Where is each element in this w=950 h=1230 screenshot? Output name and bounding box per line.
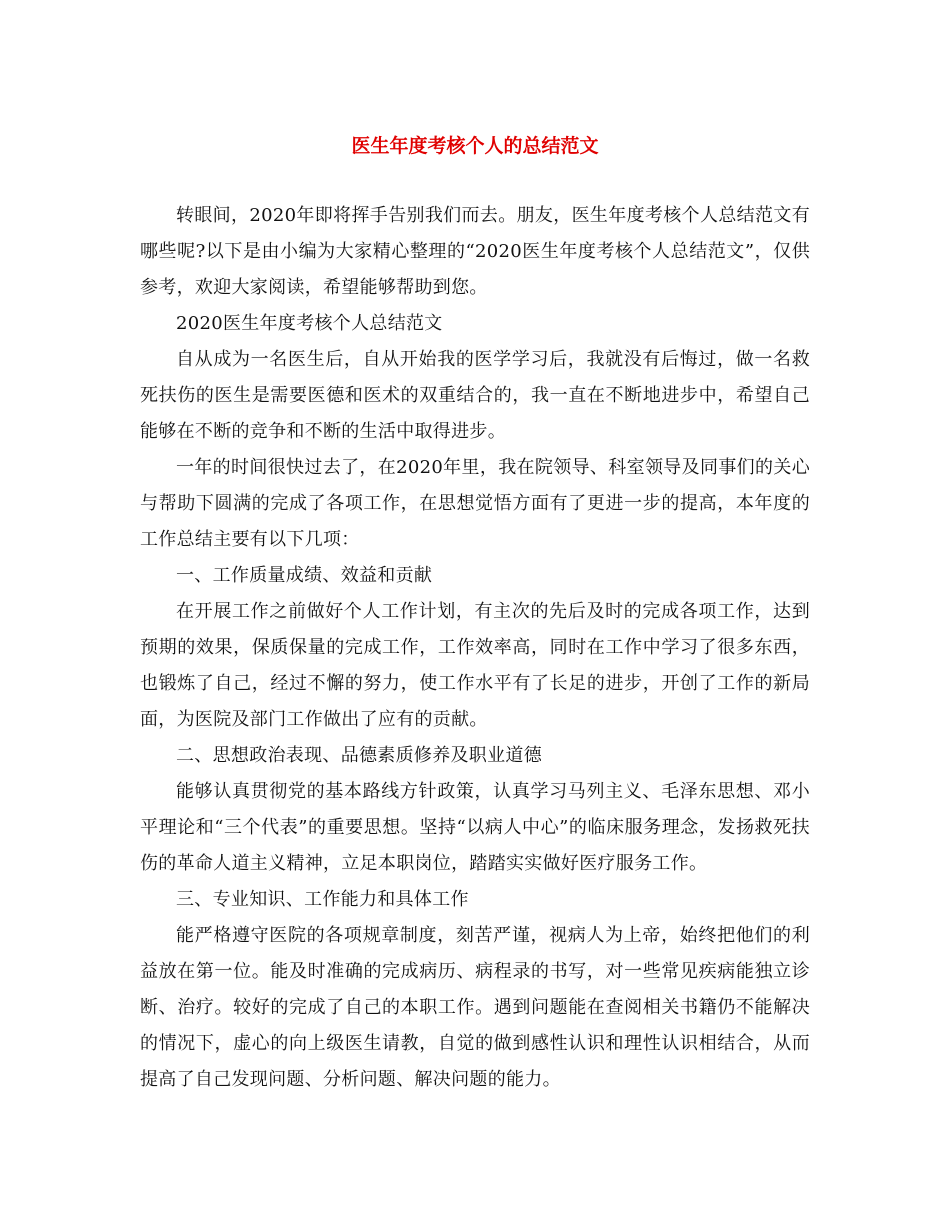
paragraph-intro: 转眼间，2020年即将挥手告别我们而去。朋友，医生年度考核个人总结范文有哪些呢?以下是由小编为大家精心整理的“2020医生年度考核个人总结范文”，仅供参考，欢迎大家阅读，希望能够帮助到您。 xyxy=(140,205,810,298)
section-heading-2: 二、思想政治表现、品德素质修养及职业道德 xyxy=(176,745,542,766)
paragraph-career: 自从成为一名医生后，自从开始我的医学学习后，我就没有后悔过，做一名救死扶伤的医生是需要医德和医术的双重结合的，我一直在不断地进步中，希望自己能够在不断的竞争和不断的生活中取得进步。 xyxy=(140,349,810,442)
document-page xyxy=(140,128,810,1098)
section-body-3: 能严格遵守医院的各项规章制度，刻苦严谨，视病人为上帝，始终把他们的利益放在第一位。能及时准确的完成病历、病程录的书写，对一些常见疾病能独立诊断、治疗。较好的完成了自己的本职工作。遇到问题能在查阅相关书籍仍不能解决的情况下，虚心的向上级医生请教，自觉的做到感性认识和理性认识相结合，从而提高了自己发现问题、分析问题、解决问题的能力。 xyxy=(140,925,810,1090)
document-title: 医生年度考核个人的总结范文 xyxy=(351,135,599,157)
paragraph-year-review: 一年的时间很快过去了，在2020年里，我在院领导、科室领导及同事们的关心与帮助下圆满的完成了各项工作，在思想觉悟方面有了更进一步的提高，本年度的工作总结主要有以下几项： xyxy=(140,457,810,550)
section-heading-1: 一、工作质量成绩、效益和贡献 xyxy=(176,565,433,586)
paragraph-subtitle: 2020医生年度考核个人总结范文 xyxy=(176,313,443,334)
section-heading-3: 三、专业知识、工作能力和具体工作 xyxy=(176,889,469,910)
section-body-1: 在开展工作之前做好个人工作计划，有主次的先后及时的完成各项工作，达到预期的效果，保质保量的完成工作，工作效率高，同时在工作中学习了很多东西，也锻炼了自己，经过不懈的努力，使工作水平有了长足的进步，开创了工作的新局面，为医院及部门工作做出了应有的贡献。 xyxy=(140,601,810,730)
section-body-2: 能够认真贯彻党的基本路线方针政策，认真学习马列主义、毛泽东思想、邓小平理论和“三个代表”的重要思想。坚持“以病人中心”的临床服务理念，发扬救死扶伤的革命人道主义精神，立足本职岗位，踏踏实实做好医疗服务工作。 xyxy=(140,781,810,874)
